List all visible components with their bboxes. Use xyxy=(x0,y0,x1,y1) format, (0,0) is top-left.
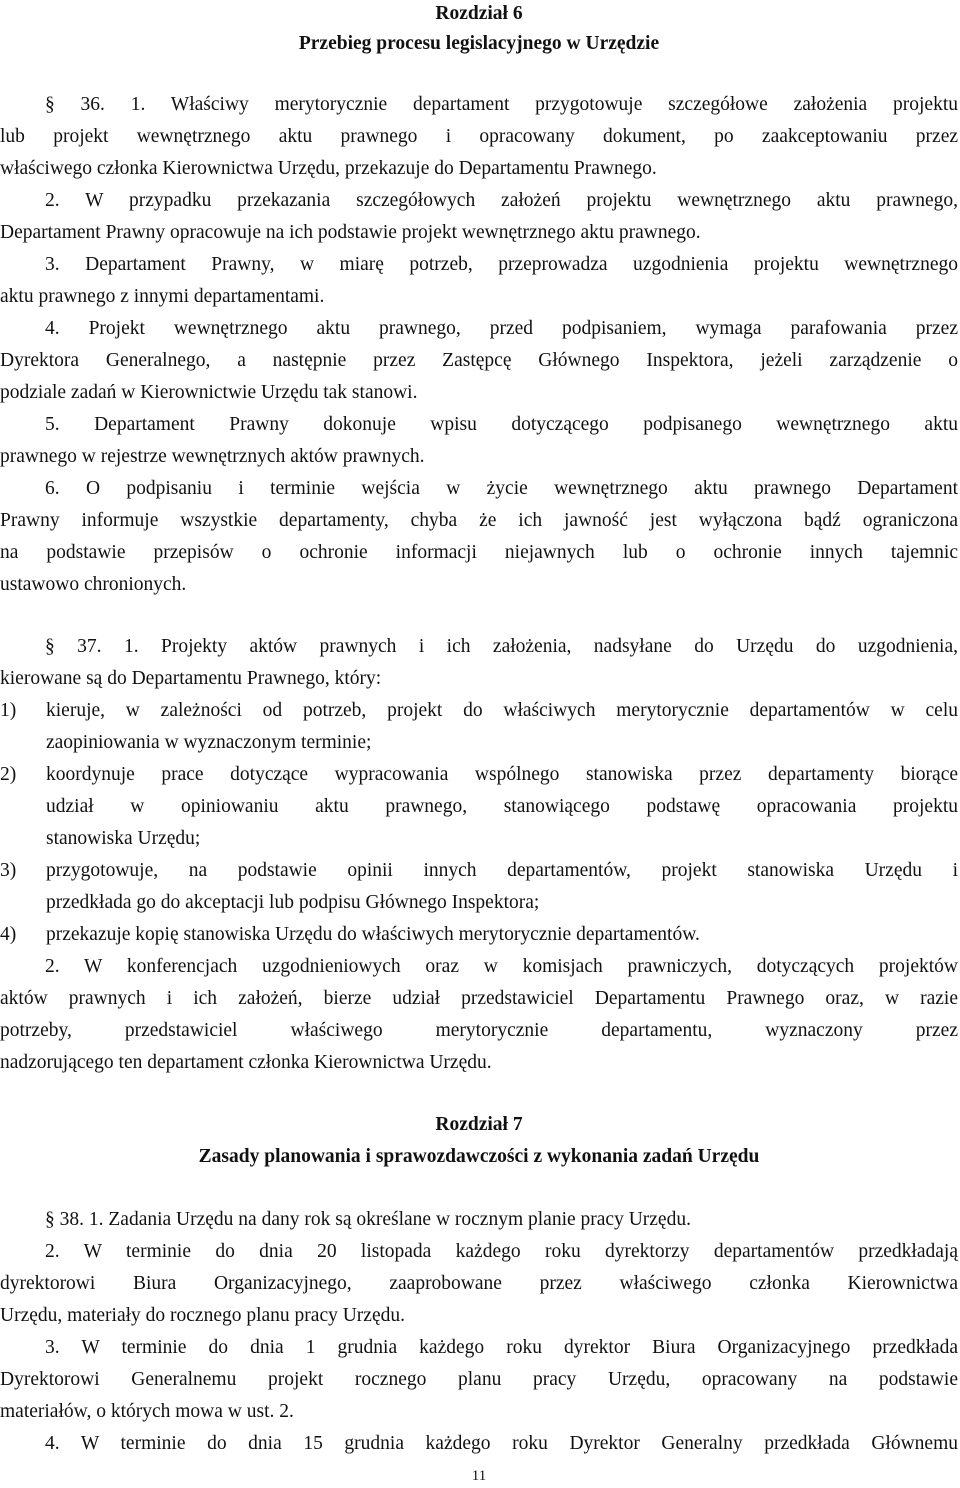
s38-line-5: 3. W terminie do dnia 1 grudnia każdego roku dyrektor Biura Organizacyjnego przedkłada xyxy=(45,1337,958,1358)
s37-line-1: § 37. 1. Projekty aktów prawnych i ich założenia, nadsyłane do Urzędu do uzgodnienia, xyxy=(45,636,958,657)
s36-line-5: Departament Prawny opracowuje na ich podstawie projekt wewnętrznego aktu prawnego. xyxy=(0,222,701,243)
s37-item-1-cont: zaopiniowania w wyznaczonym terminie; xyxy=(46,732,372,753)
s37-para2-line-4: nadzorującego ten departament członka Kierownictwa Urzędu. xyxy=(0,1052,492,1073)
item-text: koordynuje prace dotyczące wypracowania wspólnego stanowiska przez departamenty biorące xyxy=(46,764,958,785)
chapter-6-title: Rozdział 6 xyxy=(435,3,523,24)
s37-item-2-cont-2: stanowiska Urzędu; xyxy=(46,828,201,849)
s36-line-2: lub projekt wewnętrznego aktu prawnego i opracowany dokument, po zaakceptowaniu przez xyxy=(0,126,958,147)
s36-line-7: aktu prawnego z innymi departamentami. xyxy=(0,286,325,307)
s37-item-2 xyxy=(0,761,958,789)
s37-item-4 xyxy=(0,921,958,949)
item-number: 2) xyxy=(0,764,17,785)
s38-line-7: materiałów, o których mowa w ust. 2. xyxy=(0,1401,294,1422)
s38-line-8: 4. W terminie do dnia 15 grudnia każdego roku Dyrektor Generalny przedkłada Głównemu xyxy=(45,1433,958,1454)
s37-item-3-cont: przedkłada go do akceptacji lub podpisu Głównego Inspektora; xyxy=(46,892,540,913)
s37-para2-line-3: potrzeby, przedstawiciel właściwego merytorycznie departamentu, wyznaczony przez xyxy=(0,1020,958,1041)
s37-para2-line-1: 2. W konferencjach uzgodnieniowych oraz w komisjach prawniczych, dotyczących projektów xyxy=(45,956,958,977)
s37-item-3 xyxy=(0,857,958,885)
s38-line-3: dyrektorowi Biura Organizacyjnego, zaaprobowane przez właściwego członka Kierownictwa xyxy=(0,1273,958,1294)
s36-line-6: 3. Departament Prawny, w miarę potrzeb, przeprowadza uzgodnienia projektu wewnętrznego xyxy=(45,254,958,275)
s36-line-12: prawnego w rejestrze wewnętrznych aktów prawnych. xyxy=(0,446,425,467)
s36-line-9: Dyrektora Generalnego, a następnie przez Zastępcę Głównego Inspektora, jeżeli zarządzenie o xyxy=(0,350,958,371)
s36-line-13: 6. O podpisaniu i terminie wejścia w życie wewnętrznego aktu prawnego Departament xyxy=(45,478,958,499)
item-number: 3) xyxy=(0,860,17,881)
s36-line-3: właściwego członka Kierownictwa Urzędu, przekazuje do Departamentu Prawnego. xyxy=(0,158,657,179)
s37-line-2: kierowane są do Departamentu Prawnego, który: xyxy=(0,668,382,689)
s36-line-1: § 36. 1. Właściwy merytorycznie departament przygotowuje szczegółowe założenia projektu xyxy=(45,94,958,115)
s37-para2-line-2: aktów prawnych i ich założeń, bierze udział przedstawiciel Departamentu Prawnego oraz, w razie xyxy=(0,988,958,1009)
s36-line-14: Prawny informuje wszystkie departamenty, chyba że ich jawność jest wyłączona bądź ograniczona xyxy=(0,510,958,531)
item-text: kieruje, w zależności od potrzeb, projekt do właściwych merytorycznie departamentów w celu xyxy=(46,700,958,721)
s38-line-2: 2. W terminie do dnia 20 listopada każdego roku dyrektorzy departamentów przedkładają xyxy=(45,1241,958,1262)
s36-line-10: podziale zadań w Kierownictwie Urzędu tak stanowi. xyxy=(0,382,418,403)
s38-line-1: § 38. 1. Zadania Urzędu na dany rok są określane w rocznym planie pracy Urzędu. xyxy=(45,1209,691,1230)
s37-item-1 xyxy=(0,697,958,725)
item-text: przekazuje kopię stanowiska Urzędu do właściwych merytorycznie departamentów. xyxy=(46,924,700,945)
s38-line-6: Dyrektorowi Generalnemu projekt rocznego planu pracy Urzędu, opracowany na podstawie xyxy=(0,1369,958,1390)
s36-line-15: na podstawie przepisów o ochronie informacji niejawnych lub o ochronie innych tajemnic xyxy=(0,542,958,563)
chapter-7-subtitle: Zasady planowania i sprawozdawczości z wykonania zadań Urzędu xyxy=(198,1146,760,1167)
chapter-7-title: Rozdział 7 xyxy=(435,1114,523,1135)
s38-line-4: Urzędu, materiały do rocznego planu pracy Urzędu. xyxy=(0,1305,405,1326)
s36-line-16: ustawowo chronionych. xyxy=(0,574,187,595)
item-number: 4) xyxy=(0,924,17,945)
s36-line-11: 5. Departament Prawny dokonuje wpisu dotyczącego podpisanego wewnętrznego aktu xyxy=(45,414,958,435)
page-number: 11 xyxy=(471,1468,487,1484)
item-text: przygotowuje, na podstawie opinii innych departamentów, projekt stanowiska Urzędu i xyxy=(46,860,958,881)
item-number: 1) xyxy=(0,700,17,721)
s36-line-4: 2. W przypadku przekazania szczegółowych założeń projektu wewnętrznego aktu prawnego, xyxy=(45,190,958,211)
chapter-6-subtitle: Przebieg procesu legislacyjnego w Urzędzie xyxy=(298,33,660,54)
s36-line-8: 4. Projekt wewnętrznego aktu prawnego, przed podpisaniem, wymaga parafowania przez xyxy=(45,318,958,339)
s37-item-2-cont-1: udział w opiniowaniu aktu prawnego, stanowiącego podstawę opracowania projektu xyxy=(46,796,958,817)
